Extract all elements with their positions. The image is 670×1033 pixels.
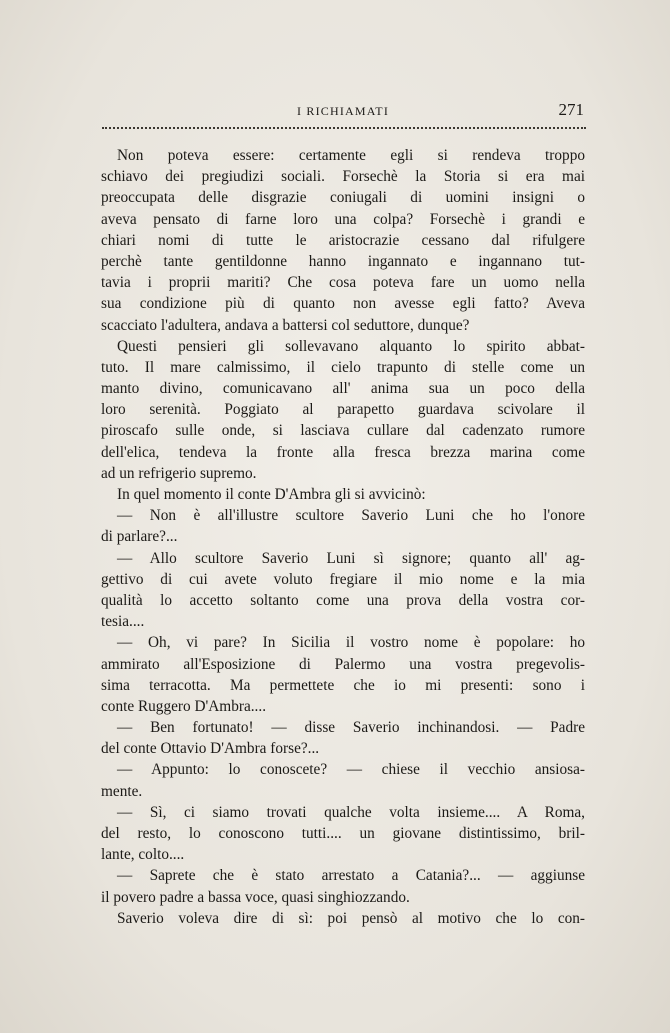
- text-line: — Oh, vi pare? In Sicilia il vostro nome è popolare: ho: [117, 634, 585, 652]
- text-line: — Ben fortunato! — disse Saverio inchinandosi. — Padre: [117, 719, 585, 737]
- text-line: chiari nomi di tutte le aristocrazie cessano dal rifulgere: [101, 231, 585, 249]
- running-title: I RICHIAMATI: [296, 104, 390, 118]
- text-line: piroscafo sulle onde, si lasciava cullare dal cadenzato rumore: [101, 422, 585, 440]
- body-text: [101, 145, 585, 929]
- text-line: di parlare?...: [101, 528, 178, 546]
- text-line: sua condizione più di quanto non avesse egli fatto? Aveva: [101, 295, 585, 313]
- page-number: 271: [558, 100, 584, 119]
- text-line: schiavo dei pregiudizi sociali. Forsechè la Storia si era mai: [101, 168, 585, 186]
- text-line: — Sì, ci siamo trovati qualche volta insieme.... A Roma,: [117, 803, 585, 821]
- text-line: mente.: [101, 782, 143, 800]
- text-line: il povero padre a bassa voce, quasi singhiozzando.: [101, 888, 410, 906]
- text-line: del conte Ottavio D'Ambra forse?...: [101, 740, 320, 758]
- text-line: — Allo scultore Saverio Luni sì signore; quanto all' ag-: [117, 549, 585, 567]
- text-line: ad un refrigerio supremo.: [101, 464, 257, 482]
- text-line: ammirato all'Esposizione di Palermo una vostra pregevolis-: [101, 655, 585, 673]
- text-line: scacciato l'adultera, andava a battersi col seduttore, dunque?: [101, 316, 470, 334]
- text-line: In quel momento il conte D'Ambra gli si avvicinò:: [117, 486, 426, 503]
- text-line: — Non è all'illustre scultore Saverio Luni che ho l'onore: [117, 507, 585, 525]
- text-line: — Saprete che è stato arrestato a Catania?... — aggiunse: [117, 867, 585, 885]
- text-line: del resto, lo conoscono tutti.... un giovane distintissimo, bril-: [101, 825, 585, 842]
- text-line: Questi pensieri gli sollevavano alquanto lo spirito abbat-: [117, 337, 585, 355]
- text-line: — Appunto: lo conoscete? — chiese il vecchio ansiosa-: [117, 761, 585, 779]
- text-line: manto divino, comunicavano all' anima sua un poco della: [101, 380, 585, 398]
- text-line: conte Ruggero D'Ambra....: [101, 697, 267, 715]
- text-line: tesia....: [101, 613, 145, 631]
- text-line: gettivo di cui avete voluto fregiare il mio nome e la mia: [101, 570, 585, 588]
- text-line: qualità lo accetto soltanto come una prova della vostra cor-: [101, 591, 585, 609]
- text-line: preoccupata delle disgrazie coniugali di uomini insigni o: [101, 189, 585, 207]
- text-line: perchè tante gentildonne hanno ingannato e ingannano tut-: [101, 252, 585, 270]
- text-line: lante, colto....: [101, 846, 185, 864]
- text-line: Non poteva essere: certamente egli si rendeva troppo: [117, 147, 585, 164]
- text-line: dell'elica, tendeva la fronte alla fresca brezza marina come: [101, 443, 585, 461]
- text-line: Saverio voleva dire di sì: poi pensò al motivo che lo con-: [117, 909, 585, 927]
- text-line: aveva pensato di farne loro una colpa? Forsechè i grandi e: [101, 210, 585, 228]
- header-divider: [102, 127, 586, 129]
- text-line: tavia i proprii mariti? Che cosa poteva fare un uomo nella: [101, 274, 585, 292]
- text-line: tuto. Il mare calmissimo, il cielo trapunto di stelle come un: [101, 358, 585, 376]
- text-line: sima terracotta. Ma permettete che io mi presenti: sono i: [101, 676, 585, 694]
- page-header: [102, 100, 584, 124]
- text-line: loro serenità. Poggiato al parapetto guardava scivolare il: [101, 401, 585, 419]
